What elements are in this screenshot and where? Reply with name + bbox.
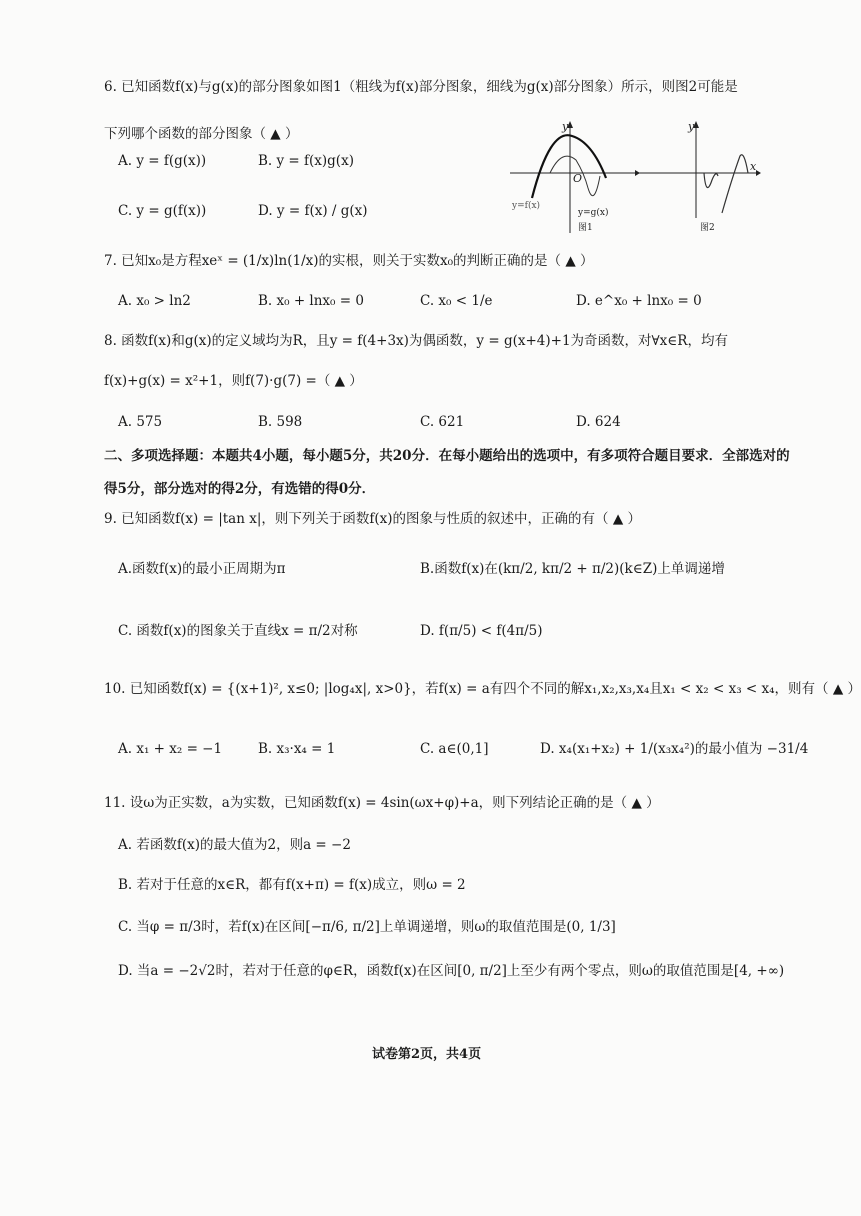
q6-stem-line2: 下列哪个函数的部分图象（ ▲ ） (104, 126, 299, 142)
fig2-axis-x: x (750, 160, 757, 173)
q8-option-d: D. 624 (576, 414, 621, 430)
fig1-caption: 图1 (578, 223, 593, 233)
q6-option-a: A. y = f(g(x)) (118, 153, 207, 169)
q10-option-c: C. a∈(0,1] (420, 741, 489, 757)
q6-option-c: C. y = g(f(x)) (118, 203, 207, 219)
q11-stem: 11. 设ω为正实数，a为实数，已知函数f(x) = 4sin(ωx+φ)+a，则下列结论正确的是（ ▲ ） (104, 795, 660, 811)
fig1-label-f: y=f(x) (512, 201, 541, 211)
fig1-origin: O (573, 172, 583, 185)
q7-option-d: D. e^x₀ + lnx₀ = 0 (576, 293, 702, 309)
q7-option-a: A. x₀ > ln2 (118, 293, 191, 309)
q6-option-b: B. y = f(x)g(x) (258, 153, 354, 169)
q8-option-c: C. 621 (420, 414, 465, 430)
section2-line1: 二、多项选择题：本题共4小题，每小题5分，共20分．在每小题给出的选项中，有多项符合题目要求．全部选对的 (104, 448, 790, 464)
q6-stem-line1: 6. 已知函数f(x)与g(x)的部分图象如图1（粗线为f(x)部分图象，细线为g(x)部分图象）所示，则图2可能是 (104, 79, 738, 95)
q9-stem: 9. 已知函数f(x) = |tan x|，则下列关于函数f(x)的图象与性质的叙述中，正确的有（ ▲ ） (104, 511, 641, 527)
q11-option-d: D. 当a = −2√2时，若对于任意的φ∈R，函数f(x)在区间[0, π/2]上至少有两个零点，则ω的取值范围是[4, +∞) (118, 963, 785, 979)
section2-line2: 得5分，部分选对的得2分，有选错的得0分． (104, 481, 376, 497)
q7-option-b: B. x₀ + lnx₀ = 0 (258, 293, 364, 309)
q10-option-b: B. x₃·x₄ = 1 (258, 741, 336, 757)
q9-option-d: D. f(π/5) < f(4π/5) (420, 623, 543, 639)
q8-stem-line2: f(x)+g(x) = x²+1，则f(7)·g(7) =（ ▲ ） (104, 373, 363, 389)
fig2-axis-y: y (688, 120, 695, 133)
q8-option-b: B. 598 (258, 414, 303, 430)
figure-1 (510, 118, 640, 233)
fig1-label-g: y=g(x) (578, 208, 609, 218)
q11-option-a: A. 若函数f(x)的最大值为2，则a = −2 (118, 837, 351, 853)
q10-option-a: A. x₁ + x₂ = −1 (118, 741, 223, 757)
q8-stem-line1: 8. 函数f(x)和g(x)的定义域均为R，且y = f(4+3x)为偶函数，y = g(x+4)+1为奇函数，对∀x∈R，均有 (104, 333, 728, 349)
q6-option-d: D. y = f(x) / g(x) (258, 203, 368, 219)
q10-stem: 10. 已知函数f(x) = {(x+1)², x≤0; |log₄x|, x>0}，若f(x) = a有四个不同的解x₁,x₂,x₃,x₄且x₁ < x₂ < x₃ < x₄，则有（ ▲ ） (104, 681, 861, 697)
q9-option-c: C. 函数f(x)的图象关于直线x = π/2对称 (118, 623, 358, 639)
q10-option-d: D. x₄(x₁+x₂) + 1/(x₃x₄²)的最小值为 −31/4 (540, 741, 809, 757)
fig2-caption: 图2 (700, 223, 715, 233)
figure-2 (638, 118, 763, 233)
q7-option-c: C. x₀ < 1/e (420, 293, 493, 309)
q8-option-a: A. 575 (118, 414, 163, 430)
q9-option-a: A.函数f(x)的最小正周期为π (118, 561, 286, 577)
q11-option-b: B. 若对于任意的x∈R，都有f(x+π) = f(x)成立，则ω = 2 (118, 877, 466, 893)
q9-option-b: B.函数f(x)在(kπ/2, kπ/2 + π/2)(k∈Z)上单调递增 (420, 561, 725, 577)
fig1-axis-y: y (562, 120, 569, 133)
q11-option-c: C. 当φ = π/3时，若f(x)在区间[−π/6, π/2]上单调递增，则ω的取值范围是(0, 1/3] (118, 919, 616, 935)
page-footer: 试卷第2页，共4页 (372, 1047, 482, 1062)
q7-stem: 7. 已知x₀是方程xeˣ = (1/x)ln(1/x)的实根，则关于实数x₀的判断正确的是（ ▲ ） (104, 253, 594, 269)
